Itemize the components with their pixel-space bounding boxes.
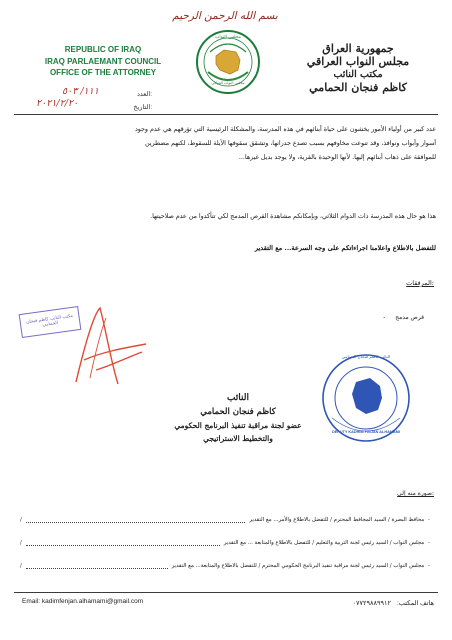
copy-item: - مجلس النواب / السيد رئيس لجنة التربية والتعليم / للتفضل بالاطلاع والمتابعة ... مع التقدير / xyxy=(20,540,430,546)
attachment-item: قرص مدمج - xyxy=(383,314,424,321)
copy-item: - محافظ البصرة / السيد المحافظ المحترم / للتفضل بالاطلاع والأمر... مع التقدير / xyxy=(20,517,430,523)
copy-item-text: محافظ البصرة / السيد المحافظ المحترم / للتفضل بالاطلاع والأمر... مع التقدير xyxy=(249,517,425,523)
header-divider xyxy=(14,114,438,115)
copies-label: صورة منه إلى: xyxy=(397,490,434,497)
signature-title: النائب xyxy=(226,393,250,403)
round-stamp xyxy=(320,352,412,444)
round-stamp-ar-text: النائب كاظم فنجان الحمامي xyxy=(341,354,391,359)
footer-divider xyxy=(14,592,438,593)
number-label: العدد: xyxy=(136,91,152,98)
arabic-header-line: مجلس النواب العراقي xyxy=(306,55,410,68)
office-stamp-text: مكتب النائب كاظم فنجان الحمامي xyxy=(25,313,74,329)
copy-item-end: / xyxy=(20,540,22,546)
date-label: التاريخ: xyxy=(133,104,152,111)
english-header xyxy=(28,44,178,79)
round-stamp-en-text: DEPUTY KADHIM FINJAN ALHAMAMI xyxy=(332,430,400,434)
arabic-header-line: جمهورية العراق xyxy=(322,42,394,55)
footer-phone-value: ٠٧٧٢٩٨٨٩٩١٢ xyxy=(352,600,391,607)
signature-role-line: عضو لجنة مراقبة تنفيذ البرنامج الحكومي xyxy=(174,421,302,430)
copy-item-end: / xyxy=(20,563,22,569)
arabic-header-line: مكتب النائب xyxy=(333,69,383,80)
bismillah: بسم الله الرحمن الرحيم xyxy=(172,10,278,22)
signature-block xyxy=(168,391,308,445)
english-header-line: OFFICE OF THE ATTORNEY xyxy=(49,68,157,77)
english-header-line: IRAQ PARLAEMANT COUNCIL xyxy=(44,56,162,66)
footer-email: Email: kadimfenjan.alhamami@gmail.com xyxy=(22,598,144,605)
attachment-text: قرص مدمج xyxy=(395,314,424,321)
copy-item-text: مجلس النواب / السيد رئيس لجنة مراقبة تنفيذ البرنامج الحكومي المحترم / للتفضل بالاطلاع والمتابعة... مع التقدير xyxy=(171,563,425,569)
arabic-header-line: كاظم فنجان الحمامي xyxy=(309,81,407,94)
number-value: ١١١/ ٥٠٣ xyxy=(62,86,99,97)
copy-item-end: / xyxy=(20,517,22,523)
arabic-header xyxy=(278,42,438,94)
english-header-line: REPUBLIC OF IRAQ xyxy=(64,45,142,54)
body-line: أسوار وأبواب ونوافذ، وقد تنوعت مخاوفهم بسبب تصدع جدرانها، وتشقق سقوفها الآيلة للسقوط، لكنهم مضطرين xyxy=(144,140,436,147)
copy-item: - مجلس النواب / السيد رئيس لجنة مراقبة تنفيذ البرنامج الحكومي المحترم / للتفضل بالاطلاع والمتابعة... مع التقدير / xyxy=(20,563,430,569)
body-line: للموافقة على ذهاب أبنائهم إليها. لأنها الوحيدة بالقرية، ولا يوجد بديل غيرها... xyxy=(238,154,436,161)
copy-item-text: مجلس النواب / السيد رئيس لجنة التربية والتعليم / للتفضل بالاطلاع والمتابعة ... مع التقدير xyxy=(223,540,425,546)
body-paragraph-2: هذا هو حال هذه المدرسة ذات الدوام الثلاثي، وبإمكانكم مشاهدة القرص المدمج لكي تتأكدوا من عدم صلاحيتها. xyxy=(150,213,436,220)
body-paragraph xyxy=(16,123,436,165)
signature-role-line: والتخطيط الاستراتيجي xyxy=(203,434,273,443)
emblem-top-text: مجلس النواب xyxy=(215,35,241,40)
date-value: ٢٠٢١/٢/٢٠ xyxy=(36,98,79,109)
footer-phone xyxy=(353,599,434,607)
attachments-label: المرفقات: xyxy=(406,279,434,287)
signature-name: كاظم فنجان الحمامي xyxy=(200,407,276,417)
footer-phone-label: هاتف المكتب: xyxy=(396,600,434,607)
signature-scribble xyxy=(66,300,156,390)
body-line: عدد كبير من أولياء الأمور يخشون على حياة أبنائهم في هذه المدرسة، والمشكلة الرئيسية التي تؤرقهم هي عدم وجود xyxy=(134,126,436,133)
parliament-emblem xyxy=(194,28,262,96)
emblem-bottom-text: مجلس النواب العراقي xyxy=(211,81,245,85)
request-line: للتفضل بالاطلاع واعلامنا اجراءاتكم على وجه السرعة... مع التقدير xyxy=(254,244,436,252)
